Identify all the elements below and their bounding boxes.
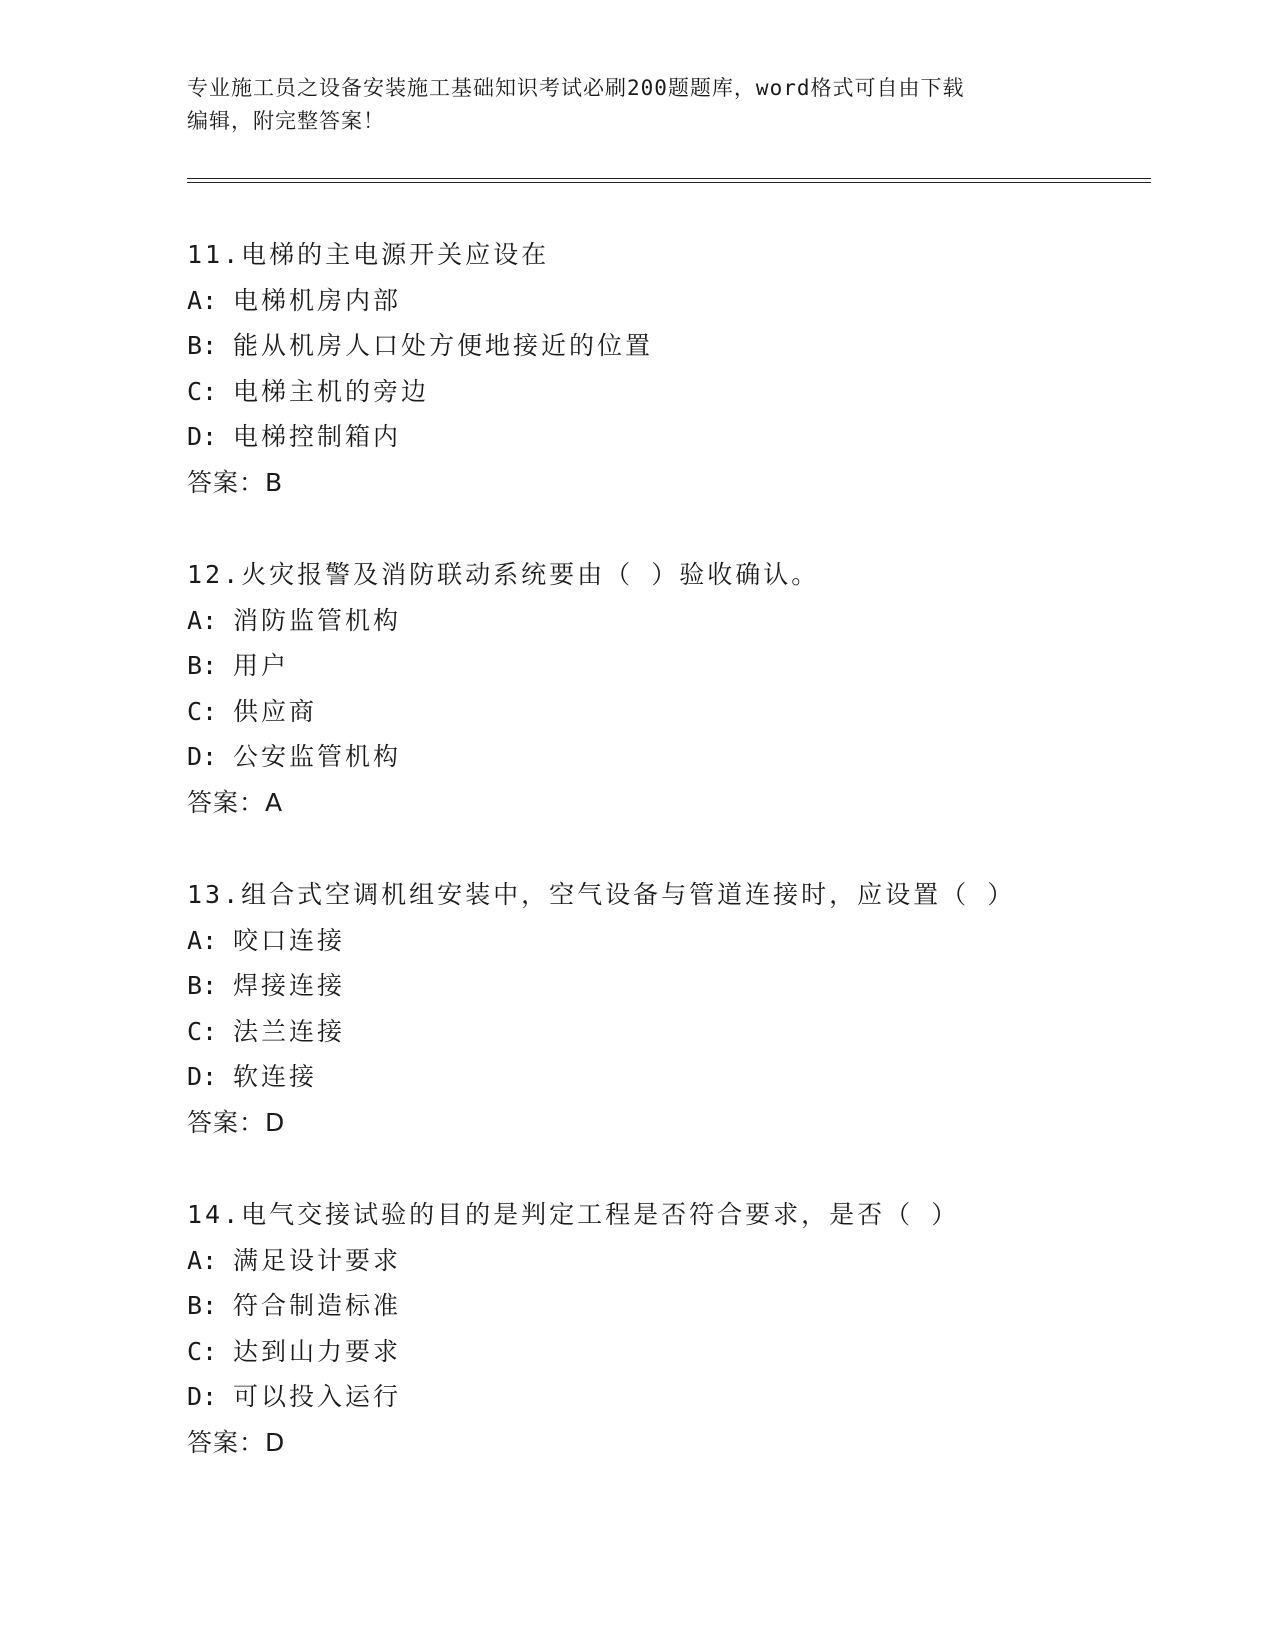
header-title-line-1: 专业施工员之设备安装施工基础知识考试必刷200题题库，word格式可自由下载 [187,76,965,100]
option-letter: B: [187,331,218,360]
option-a [187,1244,1151,1290]
question-stem: 11.电梯的主电源开关应设在 [187,240,550,269]
option-text: 达到山力要求 [233,1336,402,1366]
option-letter: A: [187,925,218,955]
option-letter: C: [187,1016,218,1046]
option-text: 电梯主机的旁边 [233,376,430,406]
answer-line: 答案：B [187,467,284,497]
option-text: 咬口连接 [233,925,346,955]
option-text: 符合制造标准 [233,1291,402,1320]
question-block-14 [187,1198,1151,1471]
option-text: 用户 [233,651,290,680]
question-stem: 12.火灾报警及消防联动系统要由（ ）验收确认。 [187,560,820,589]
option-text: 满足设计要求 [233,1245,402,1275]
question-stem: 13.组合式空调机组安装中，空气设备与管道连接时，应设置（ ） [187,880,1016,909]
answer-line: 答案：D [187,1107,286,1137]
option-text: 法兰连接 [233,1016,346,1046]
option-letter: B: [187,1291,218,1320]
option-d [187,420,1151,466]
option-text: 消防监管机构 [233,605,402,635]
header-divider-bottom [187,182,1151,183]
header-title-line-2: 编辑，附完整答案！ [187,109,385,133]
option-text: 可以投入运行 [233,1382,402,1411]
answer-line: 答案：A [187,787,284,817]
option-letter: D: [187,1382,218,1411]
option-a [187,604,1151,650]
option-text: 焊接连接 [233,971,346,1000]
option-letter: B: [187,651,218,680]
option-c [187,695,1151,741]
option-a [187,284,1151,330]
option-letter: A: [187,605,218,635]
option-letter: A: [187,1245,218,1275]
option-text: 软连接 [233,1062,318,1091]
option-letter: C: [187,1336,218,1366]
option-letter: C: [187,376,218,406]
option-letter: B: [187,971,218,1000]
option-a [187,924,1151,970]
option-b [187,329,1151,375]
question-block-11 [187,238,1151,511]
option-b [187,649,1151,695]
option-b [187,1289,1151,1335]
option-c [187,375,1151,421]
option-text: 能从机房人口处方便地接近的位置 [233,331,654,360]
option-letter: D: [187,422,218,451]
option-d [187,1060,1151,1106]
option-letter: D: [187,1062,218,1091]
option-c [187,1335,1151,1381]
option-text: 电梯机房内部 [233,285,402,315]
option-c [187,1015,1151,1061]
option-text: 公安监管机构 [233,742,402,771]
option-text: 供应商 [233,696,318,726]
option-d [187,740,1151,786]
header-divider-top [187,178,1151,179]
question-block-12 [187,558,1151,831]
answer-line: 答案：D [187,1427,286,1457]
question-block-13 [187,878,1151,1151]
option-letter: C: [187,696,218,726]
option-d [187,1380,1151,1426]
option-letter: D: [187,742,218,771]
option-text: 电梯控制箱内 [233,422,402,451]
question-stem: 14.电气交接试验的目的是判定工程是否符合要求，是否（ ） [187,1200,960,1229]
option-b [187,969,1151,1015]
option-letter: A: [187,285,218,315]
document-header [187,72,1087,138]
